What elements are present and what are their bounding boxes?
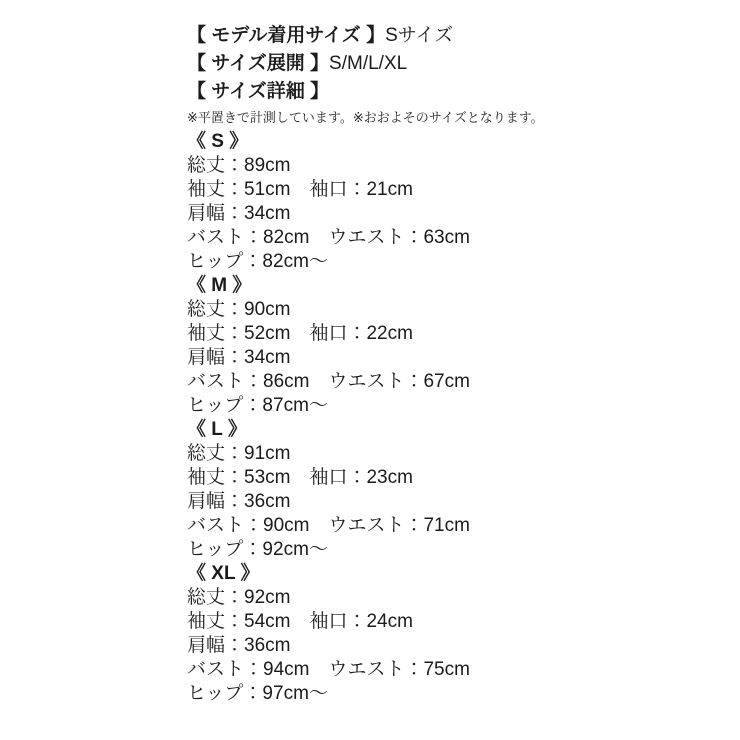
size-range-label: 【 サイズ展開 】 (187, 53, 330, 74)
size-section-xl (187, 562, 730, 706)
measure-line-total-length: 総丈：92cm (187, 587, 291, 608)
measure-line-bust-waist: バスト：86cm ウエスト：67cm (187, 371, 470, 392)
measure-line-shoulder: 肩幅：36cm (187, 635, 291, 656)
measure-line-sleeve: 袖丈：54cm 袖口：24cm (187, 611, 413, 632)
measure-line-bust-waist: バスト：82cm ウエスト：63cm (187, 227, 470, 248)
measure-line-sleeve: 袖丈：51cm 袖口：21cm (187, 179, 413, 200)
measure-line-hip: ヒップ：97cm〜 (187, 683, 328, 704)
size-range-value: S/M/L/XL (329, 53, 408, 74)
measure-line-sleeve: 袖丈：52cm 袖口：22cm (187, 323, 413, 344)
size-heading-xl: 《 XL 》 (187, 563, 260, 584)
size-heading-m: 《 M 》 (187, 275, 252, 296)
model-size-line (187, 22, 730, 50)
size-chart-content (187, 22, 730, 706)
size-detail-line (187, 78, 730, 106)
measure-line-shoulder: 肩幅：34cm (187, 203, 291, 224)
measure-line-shoulder: 肩幅：36cm (187, 491, 291, 512)
measure-line-total-length: 総丈：91cm (187, 443, 291, 464)
measure-line-hip: ヒップ：87cm〜 (187, 395, 328, 416)
measure-line-sleeve: 袖丈：53cm 袖口：23cm (187, 467, 413, 488)
measure-line-shoulder: 肩幅：34cm (187, 347, 291, 368)
size-section-l (187, 418, 730, 562)
size-heading-s: 《 S 》 (187, 131, 249, 152)
size-section-s (187, 130, 730, 274)
measure-line-total-length: 総丈：89cm (187, 155, 291, 176)
size-heading-l: 《 L 》 (187, 419, 247, 440)
model-size-value: Sサイズ (385, 25, 454, 46)
measurement-note: ※平置きで計測しています。※おおよそのサイズとなります。 (187, 110, 544, 125)
measure-line-bust-waist: バスト：90cm ウエスト：71cm (187, 515, 470, 536)
measure-line-hip: ヒップ：92cm〜 (187, 539, 328, 560)
measure-line-hip: ヒップ：82cm〜 (187, 251, 328, 272)
size-detail-label: 【 サイズ詳細 】 (187, 81, 330, 102)
measure-line-total-length: 総丈：90cm (187, 299, 291, 320)
size-range-line (187, 50, 730, 78)
measure-line-bust-waist: バスト：94cm ウエスト：75cm (187, 659, 470, 680)
size-section-m (187, 274, 730, 418)
model-size-label: 【 モデル着用サイズ 】 (187, 25, 386, 46)
